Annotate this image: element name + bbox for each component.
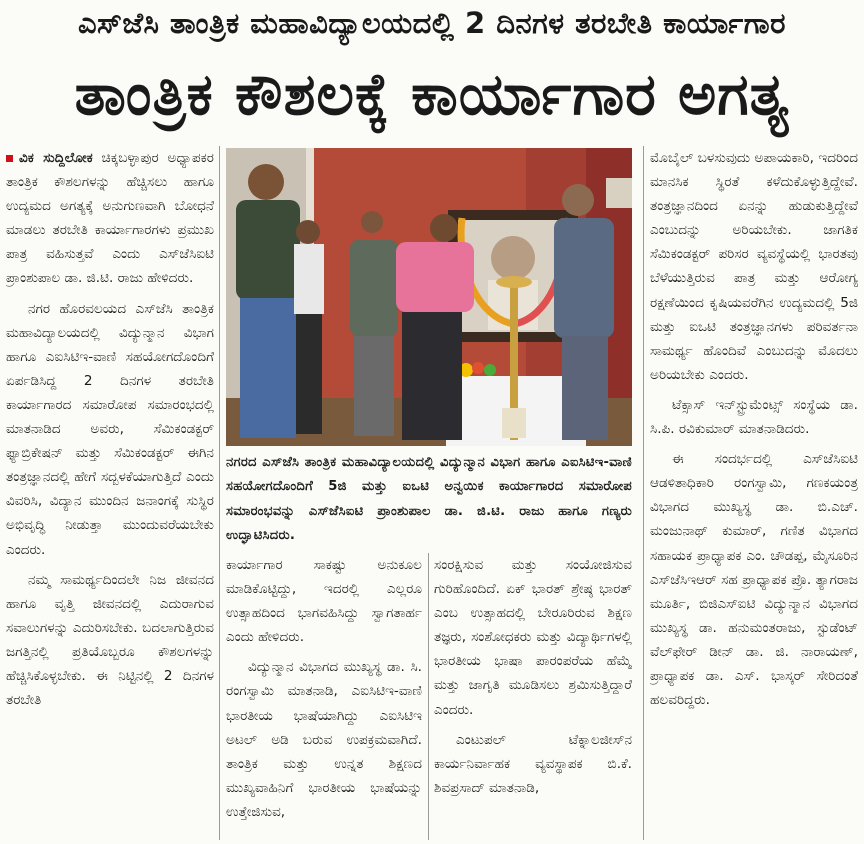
article-column-1	[6, 146, 214, 840]
column-rule	[219, 146, 220, 840]
headline: ತಾಂತ್ರಿಕ ಕೌಶಲಕ್ಕೆ ಕಾರ್ಯಾಗಾರ ಅಗತ್ಯ	[74, 60, 790, 128]
article-column-4	[650, 146, 858, 840]
column-rule	[428, 553, 429, 840]
kicker-heading: ಎಸ್‌ಜೆಸಿ ತಾಂತ್ರಿಕ ಮಹಾವಿದ್ಯಾಲಯದಲ್ಲಿ 2 ದಿನಗಳ ತರಬೇತಿ ಕಾರ್ಯಾಗಾರ	[78, 6, 786, 40]
article-column-2	[226, 553, 422, 840]
photo-caption: ನಗರದ ಎಸ್‌ಜೆಸಿ ತಾಂತ್ರಿಕ ಮಹಾವಿದ್ಯಾಲಯದಲ್ಲಿ ವಿದ್ಯುನ್ಮಾನ ವಿಭಾಗ ಹಾಗೂ ಎಐಸಿಟಿಇ-ವಾಣಿ ಸಹಯೋಗದೊಂದಿಗೆ 5ಜಿ ಮತ್ತು ಐಒಟಿ ಅನ್ವಯಿಕ ಕಾರ್ಯಾಗಾರದ ಸಮಾರೋಪ ಸಮಾರಂಭವನ್ನು ಎಸ್‌ಜೆಸಿಐಟಿ ಪ್ರಾಂಶುಪಾಲ ಡಾ. ಜಿ.ಟಿ. ರಾಜು ಹಾಗೂ ಗಣ್ಯರು ಉದ್ಘಾಟಿಸಿದರು.	[226, 455, 632, 543]
column-rule	[643, 146, 644, 840]
lamp-lighting-photo	[226, 148, 632, 446]
article-paragraph: ಸಂರಕ್ಷಿಸುವ ಮತ್ತು ಸಂಯೋಜಿಸುವ ಗುರಿಹೊಂದಿದೆ. ಏಕ್ ಭಾರತ್ ಶ್ರೇಷ್ಠ ಭಾರತ್ ಎಂಬ ಉತ್ಸಾಹದಲ್ಲಿ ಬೇರೂರಿರುವ ಶಿಕ್ಷಣ ತಜ್ಞರು, ಸಂಶೋಧಕರು ಮತ್ತು ವಿದ್ಯಾರ್ಥಿಗಳಲ್ಲಿ ಭಾರತೀಯ ಭಾಷಾ ಪಾರಂಪರೆಯ ಹೆಮ್ಮೆ ಮತ್ತು ಜಾಗೃತಿ ಮೂಡಿಸಲು ಶ್ರಮಿಸುತ್ತಿದ್ದಾರೆ ಎಂದರು.	[434, 557, 632, 718]
article-paragraph: ವಿದ್ಯುನ್ಮಾನ ವಿಭಾಗದ ಮುಖ್ಯಸ್ಥ ಡಾ. ಸಿ. ರಂಗಸ್ವಾಮಿ ಮಾತನಾಡಿ, ಎಐಸಿಟಿಇ-ವಾಣಿ ಭಾರತೀಯ ಭಾಷೆಯಾಗಿದ್ದು ಎಐಸಿಟಿಇ ಅಟಲ್ ಅಡಿ ಬರುವ ಉಪಕ್ರಮವಾಗಿದೆ. ತಾಂತ್ರಿಕ ಮತ್ತು ಉನ್ನತ ಶಿಕ್ಷಣದ ಮುಖ್ಯವಾಹಿನಿಗೆ ಭಾರತೀಯ ಭಾಷೆಯನ್ನು ಉತ್ತೇಜಿಸುವ,	[226, 659, 422, 820]
dateline-marker	[6, 155, 13, 162]
article-paragraph: ಕಾರ್ಯಾಗಾರ ಸಾಕಷ್ಟು ಅನುಕೂಲ ಮಾಡಿಕೊಟ್ಟಿದ್ದು, ಇದರಲ್ಲಿ ಎಲ್ಲರೂ ಉತ್ಸಾಹದಿಂದ ಭಾಗವಹಿಸಿದ್ದು ಸ್ವಾಗತಾರ್ಹ ಎಂದು ಹೇಳಿದರು.	[226, 557, 422, 646]
article-paragraph: ಈ ಸಂದರ್ಭದಲ್ಲಿ ಎಸ್‌ಜೆಸಿಐಟಿ ಆಡಳಿತಾಧಿಕಾರಿ ರಂಗಸ್ವಾಮಿ, ಗಣಕಯಂತ್ರ ವಿಭಾಗದ ಮುಖ್ಯಸ್ಥ ಡಾ. ಬಿ.ಎಚ್. ಮಂಜುನಾಥ್ ಕುಮಾರ್, ಗಣಿತ ವಿಭಾಗದ ಸಹಾಯಕ ಪ್ರಾಧ್ಯಾಪಕ ಎಂ. ಚೌಡಪ್ಪ, ಮೈಸೂರಿನ ಎಸ್‌ಜೆಸಿಇಆರ್ ಸಹ ಪ್ರಾಧ್ಯಾಪಕ ಪ್ರೊ. ತ್ಯಾಗರಾಜ ಮೂರ್ತಿ, ಬಿಜಿಎಸ್‌ಐಟಿ ವಿದ್ಯುನ್ಮಾನ ವಿಭಾಗದ ಮುಖ್ಯಸ್ಥ ಡಾ. ಹನುಮಂತರಾಜು, ಸ್ಟುಡೆಂಟ್ ವೆಲ್‌ಫೇರ್ ಡೀನ್ ಡಾ. ಜಿ. ನಾರಾಯಣ್, ಪ್ರಾಧ್ಯಾಪಕ ಡಾ. ಎಸ್. ಭಾಸ್ಕರ್ ಸೇರಿದಂತೆ ಹಲವರಿದ್ದರು.	[650, 451, 858, 709]
article-column-3	[434, 553, 632, 840]
article-paragraph: ಟೆಕ್ಸಾಸ್ ಇನ್‌ಸ್ಟ್ರುಮೆಂಟ್ಸ್ ಸಂಸ್ಥೆಯ ಡಾ. ಸಿ.ಪಿ. ರವಿಕುಮಾರ್ ಮಾತನಾಡಿದರು.	[650, 396, 858, 438]
article-paragraph: ನಗರ ಹೊರವಲಯದ ಎಸ್‌ಜೆಸಿ ತಾಂತ್ರಿಕ ಮಹಾವಿದ್ಯಾಲಯದಲ್ಲಿ ವಿದ್ಯುನ್ಮಾನ ವಿಭಾಗ ಹಾಗೂ ಎಐಸಿಟಿಇ-ವಾಣಿ ಸಹಯೋಗದೊಂದಿಗೆ ಏರ್ಪಡಿಸಿದ್ದ 2 ದಿನಗಳ ತರಬೇತಿ ಕಾರ್ಯಾಗಾರದ ಸಮಾರೋಪ ಸಮಾರಂಭದಲ್ಲಿ ಮಾತನಾಡಿದ ಅವರು, ಸೆಮಿಕಂಡಕ್ಟರ್ ಫ್ಯಾಬ್ರಿಕೇಷನ್ ಮತ್ತು ಸೆಮಿಕಂಡಕ್ಟರ್ ಈಗಿನ ತಂತ್ರಜ್ಞಾನದಲ್ಲಿ ಹೇಗೆ ಸದ್ಬಳಕೆಯಾಗುತ್ತಿದೆ ಎಂದು ವಿವರಿಸಿ, ವಿದ್ಯಾನ ಮುಂದಿನ ಜನಾಂಗಕ್ಕೆ ಸುಸ್ಥಿರ ಅಭಿವೃದ್ಧಿ ನೀಡುತ್ತಾ ಮುಂದುವರೆಯಬೇಕು ಎಂದರು.	[6, 300, 214, 558]
article-paragraph: ಎಂಟುಪಲ್ ಟೆಕ್ನಾಲಜೀಸ್‌ನ ಕಾರ್ಯನಿರ್ವಾಹಕ ವ್ಯವಸ್ಥಾಪಕ ಬಿ.ಕೆ. ಶಿವಪ್ರಸಾದ್ ಮಾತನಾಡಿ,	[434, 731, 632, 796]
event-photo	[226, 148, 632, 446]
dateline: ವಿಕ ಸುದ್ದಿಲೋಕ	[19, 150, 93, 166]
article-paragraph: ವಿಕ ಸುದ್ದಿಲೋಕ ಚಿಕ್ಕಬಳ್ಳಾಪುರ ಅಧ್ಯಾಪಕರ ತಾಂತ್ರಿಕ ಕೌಶಲಗಳನ್ನು ಹೆಚ್ಚಿಸಲು ಹಾಗೂ ಉದ್ಯಮದ ಅಗತ್ಯಕ್ಕೆ ಅನುಗುಣವಾಗಿ ಬೋಧನೆ ಮಾಡಲು ತರಬೇತಿ ಕಾರ್ಯಾಗಾರಗಳು ಪ್ರಮುಖ ಪಾತ್ರ ವಹಿಸುತ್ತವೆ ಎಂದು ಎಸ್‌ಜೆಸಿಐಟಿ ಪ್ರಾಂಶುಪಾಲ ಡಾ. ಜಿ.ಟಿ. ರಾಜು ಹೇಳಿದರು.	[6, 150, 214, 287]
article-paragraph: ಮೊಬೈಲ್ ಬಳಸುವುದು ಅಪಾಯಕಾರಿ, ಇದರಿಂದ ಮಾನಸಿಕ ಸ್ಥಿರತೆ ಕಳೆದುಕೊಳ್ಳುತ್ತಿದ್ದೇವೆ. ತಂತ್ರಜ್ಞಾನದಿಂದ ಏನನ್ನು ಹುಡುಕುತ್ತಿದ್ದೇವೆ ಎಂಬುದನ್ನು ಅರಿಯಬೇಕು. ಜಾಗತಿಕ ಸೆಮಿಕಂಡಕ್ಟರ್ ಪರಿಸರ ವ್ಯವಸ್ಥೆಯಲ್ಲಿ ಭಾರತವು ಬೆಳೆಯುತ್ತಿರುವ ಪಾತ್ರ ಮತ್ತು ಆರೋಗ್ಯ ರಕ್ಷಣೆಯಿಂದ ಕೃಷಿಯವರೆಗಿನ ಉದ್ಯಮದಲ್ಲಿ 5ಜಿ ಮತ್ತು ಐಒಟಿ ತಂತ್ರಜ್ಞಾನಗಳು ಪರಿವರ್ತನಾ ಸಾಮರ್ಥ್ಯ ಹೊಂದಿವೆ ಎಂಬುದನ್ನು ಮೊದಲು ಅರಿಯಬೇಕು ಎಂದರು.	[650, 150, 858, 383]
article-paragraph: ನಮ್ಮ ಸಾಮರ್ಥ್ಯದಿಂದಲೇ ನಿಜ ಜೀವನದ ಹಾಗೂ ವೃತ್ತಿ ಜೀವನದಲ್ಲಿ ಎದುರಾಗುವ ಸವಾಲುಗಳನ್ನು ಎದುರಿಸಬೇಕು. ಬದಲಾಗುತ್ತಿರುವ ಜಗತ್ತಿನಲ್ಲಿ ಪ್ರತಿಯೊಬ್ಬರೂ ಕೌಶಲಗಳನ್ನು ಹೆಚ್ಚಿಸಿಕೊಳ್ಳಬೇಕು. ಈ ನಿಟ್ಟಿನಲ್ಲಿ 2 ದಿನಗಳ ತರಬೇತಿ	[6, 571, 214, 709]
